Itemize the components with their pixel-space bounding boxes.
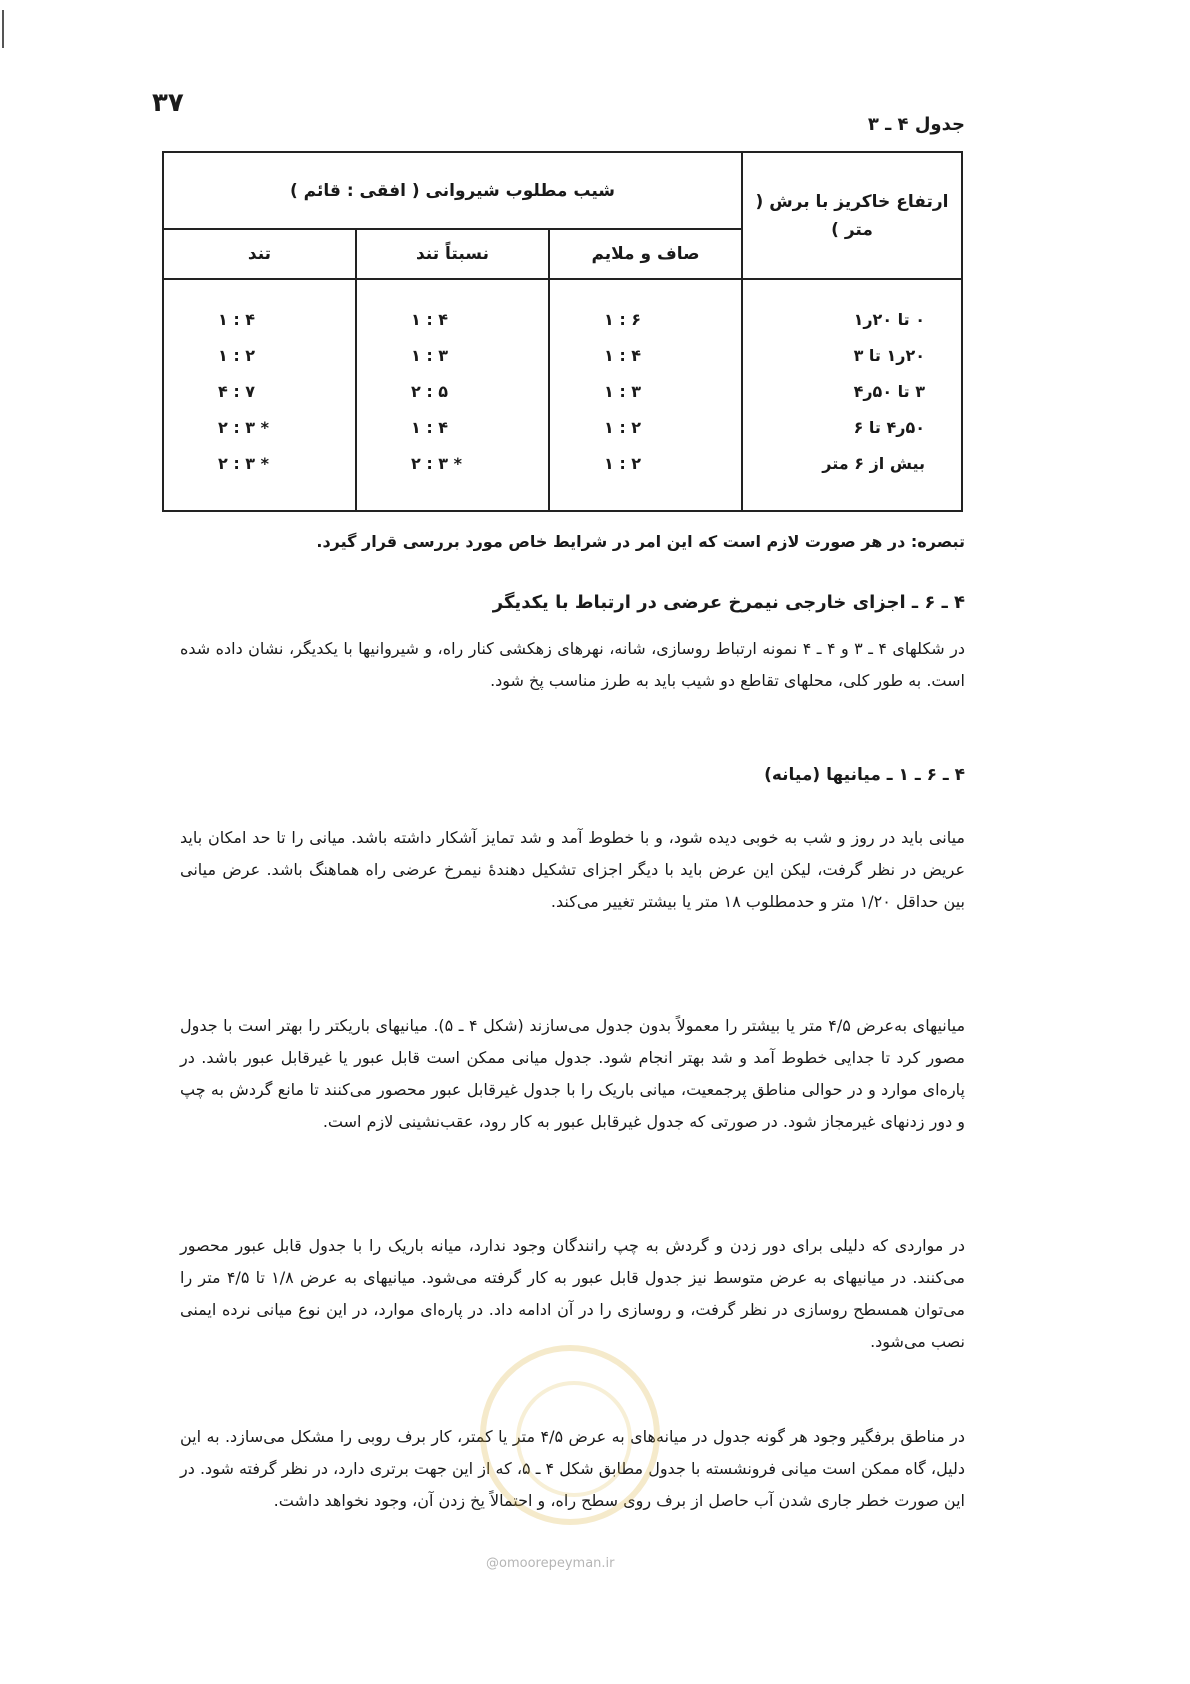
section-heading: ۴ ـ ۶ ـ اجزای خارجی نیمرخ عرضی در ارتباط با یکدیگر <box>492 592 965 613</box>
gentle-ratios-cell <box>549 279 742 511</box>
page-number: ۳۷ <box>152 88 184 118</box>
stamp-inner-ring <box>516 1381 632 1497</box>
table-note <box>300 528 965 556</box>
moderate-ratio: ۲ : ۳ * <box>411 454 463 473</box>
note-label: تبصره: <box>910 532 965 551</box>
gentle-ratio: ۱ : ۳ <box>604 382 642 401</box>
paragraph: میانیهای به‌عرض ۴/۵ متر یا بیشتر را معمولاً بدون جدول می‌سازند (شکل ۴ ـ ۵). میانیهای باریکتر را بهتر است با جدول مصور کرد تا جدایی خطوط آمد و شد بهتر انجام شود. جدول میانی ممکن است قابل عبور یا غیرقابل عبور باشد. در پاره‌ای موارد و در حوالی مناطق پرجمعیت، میانی باریک را با جدول غیرقابل عبور محصور می‌کنند تا مانع گردش به چپ و دور زدنهای غیرمجاز شود. در صورتی که جدول غیرقابل عبور به کار رود، عقب‌نشینی لازم است. <box>180 1016 966 1131</box>
gentle-subheader: صاف و ملایم <box>549 229 742 279</box>
steep-ratio: ۴ : ۷ <box>218 382 256 401</box>
steep-subheader: تند <box>163 229 356 279</box>
steep-ratios-cell <box>163 279 356 511</box>
subsection-heading: ۴ ـ ۶ ـ ۱ ـ میانیها (میانه) <box>764 765 965 785</box>
table-caption: جدول ۴ ـ ۳ <box>867 114 965 135</box>
height-range: ۰ تا ۲۰ر۱ <box>853 310 925 329</box>
moderate-ratio: ۱ : ۳ <box>411 346 449 365</box>
publisher-stamp-watermark <box>480 1345 660 1525</box>
paragraph: در مناطق برفگیر وجود هر گونه جدول در میانه‌های به عرض ۴/۵ متر یا کمتر، کار برف روبی را مشکل می‌سازد. به این دلیل، گاه ممکن است میانی فرونشسته با جدول مطابق شکل ۴ ـ ۵، که از این جهت برتری دارد، در نظر گرفته شود. در این صورت خطر جاری شدن آب حاصل از برف روی سطح راه، و احتمالاً یخ زدن آن، وجود نخواهد داشت. <box>180 1427 966 1510</box>
steep-ratio: ۱ : ۴ <box>218 310 256 329</box>
paragraph: در مواردی که دلیلی برای دور زدن و گردش به چپ رانندگان وجود ندارد، میانه باریک را با جدول قابل عبور محصور می‌کنند. در میانیهای به عرض متوسط نیز جدول قابل عبور به کار گرفته می‌شود. میانیهای به عرض ۱/۸ تا ۴/۵ متر را می‌توان همسطح روسازی در نظر گرفت، و روسازی را در آن ادامه داد. در پاره‌ای موارد، در این نوع میانی نرده ایمنی نصب می‌شود. <box>180 1236 965 1351</box>
slope-table <box>162 151 963 512</box>
height-ranges-cell <box>742 279 962 511</box>
height-range: ۳ تا ۵۰ر۴ <box>853 382 925 401</box>
height-range: ۵۰ر۴ تا ۶ <box>853 418 925 437</box>
steep-ratio: ۲ : ۳ * <box>218 418 270 437</box>
gentle-ratio: ۱ : ۲ <box>604 454 642 473</box>
paragraph: در شکلهای ۴ ـ ۳ و ۴ ـ ۴ نمونه ارتباط روسازی، شانه، نهرهای زهکشی کنار راه، و شیروانیها با یکدیگر، نشان داده شده است. به طور کلی، محلهای تقاطع دو شیب باید به طرز مناسب پخ شود. <box>180 639 966 690</box>
moderate-ratio: ۲ : ۵ <box>411 382 449 401</box>
watermark-url: @omoorepeyman.ir <box>486 1556 615 1571</box>
gentle-ratio: ۱ : ۲ <box>604 418 642 437</box>
gentle-ratio: ۱ : ۴ <box>604 346 642 365</box>
margin-mark <box>2 10 4 48</box>
paragraph: میانی باید در روز و شب به خوبی دیده شود، و با خطوط آمد و شد تمایز آشکار داشته باشد. میانی را تا حد امکان باید عریض در نظر گرفت، لیکن این عرض باید با دیگر اجزای تشکیل دهندهٔ نیمرخ عرضی راه هماهنگ باشد. عرض میانی بین حداقل ۱/۲۰ متر و حدمطلوب ۱۸ متر یا بیشتر تغییر می‌کند. <box>180 828 965 911</box>
moderate-ratio: ۱ : ۴ <box>411 310 449 329</box>
moderate-ratio: ۱ : ۴ <box>411 418 449 437</box>
slope-group-header: شیب مطلوب شیروانی ( افقی : قائم ) <box>163 152 742 229</box>
moderate-ratios-cell <box>356 279 549 511</box>
moderate-subheader: نسبتاً تند <box>356 229 549 279</box>
steep-ratio: ۲ : ۳ * <box>218 454 270 473</box>
height-range: بیش از ۶ متر <box>822 454 925 473</box>
height-column-header: ارتفاع خاکریز با برش ( متر ) <box>742 152 962 279</box>
height-range: ۲۰ر۱ تا ۳ <box>853 346 925 365</box>
note-text: در هر صورت لازم است که این امر در شرایط خاص مورد بررسی قرار گیرد. <box>316 532 906 551</box>
steep-ratio: ۱ : ۲ <box>218 346 256 365</box>
gentle-ratio: ۱ : ۶ <box>604 310 642 329</box>
